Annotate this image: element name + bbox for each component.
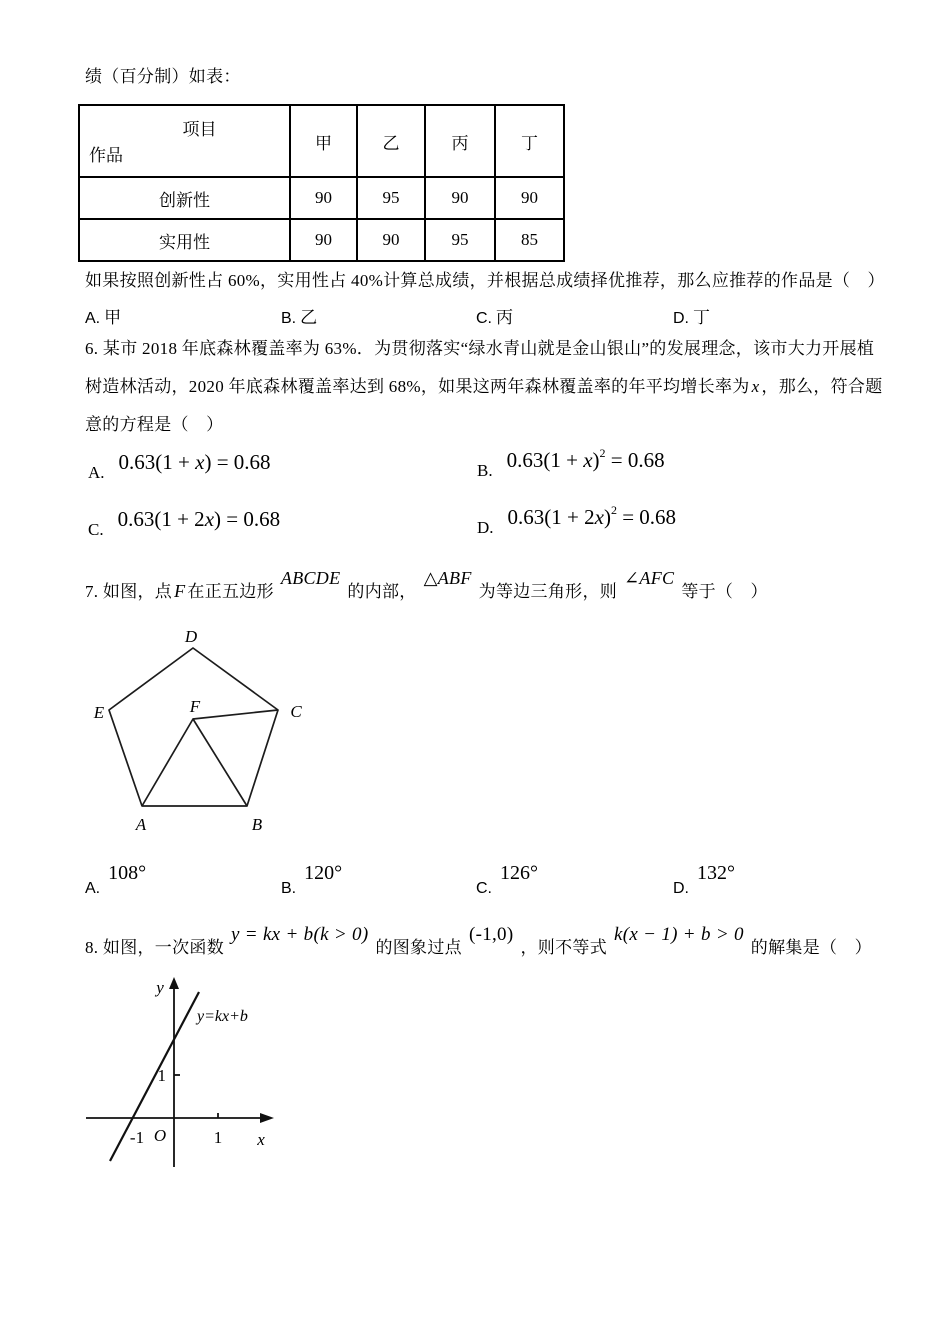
table-corner-cell: [79, 105, 290, 177]
equation: $0.63(1 + x)^2 = 0.68$: [506, 446, 665, 472]
q8-math-point: (-1,0): [468, 924, 514, 945]
vertex-label-f: F: [189, 697, 201, 716]
q7-math-abcde: ABCDE: [280, 568, 341, 588]
cell-value: 90: [495, 177, 564, 219]
vertex-label-a: A: [135, 815, 147, 834]
vertex-label-c: C: [290, 702, 302, 721]
q6-option-d: [477, 505, 676, 538]
option-letter: A.: [88, 463, 105, 482]
vertex-label-e: E: [93, 703, 105, 722]
vertex-label-b: B: [251, 815, 263, 834]
q6-option-b: [477, 448, 665, 481]
col-header-jia: 甲: [290, 105, 357, 177]
q8-seg4: 的解集是（ ）: [750, 938, 872, 957]
q7-seg2: 在正五边形: [187, 582, 274, 601]
option-letter: D.: [477, 518, 494, 537]
option-value: 108°: [108, 862, 147, 884]
intro-line: 绩（百分制）如表：: [85, 67, 241, 86]
q6-line3: 意的方程是（ ）: [85, 415, 224, 434]
col-header-ding: 丁: [495, 105, 564, 177]
option-letter: B.: [281, 880, 297, 897]
q5-option-d: [673, 303, 710, 328]
vertex-label-d: D: [184, 627, 198, 646]
q7-question-text: [85, 568, 768, 601]
y-axis-label: y: [156, 978, 164, 997]
x-axis-arrow: [260, 1113, 274, 1123]
option-letter: A.: [85, 880, 101, 897]
equation: 0.63(1 + 2x) = 0.68: [117, 507, 281, 531]
option-value: 126°: [500, 862, 538, 884]
cell-value: 90: [290, 219, 357, 261]
option-value: 丁: [693, 308, 710, 327]
q6-line1: 6. 某市 2018 年底森林覆盖率为 63%．为贯彻落实“绿水青山就是金山银山”的发展理念，该市大力开展植: [85, 339, 875, 358]
x-pos-tick-label: 1: [213, 1128, 223, 1147]
cell-value: 95: [357, 177, 425, 219]
option-value: 甲: [104, 308, 122, 327]
x-neg-tick-label: -1: [129, 1128, 145, 1147]
q8-math-inequality: k(x − 1) + b > 0: [614, 924, 744, 945]
option-letter: D.: [673, 310, 689, 327]
option-letter: C.: [476, 310, 492, 327]
q8-math-function: y = kx + b(k > 0): [231, 924, 369, 945]
line-graph-figure: [80, 975, 295, 1175]
table-row: [79, 219, 564, 261]
q5-option-c: [476, 303, 513, 328]
q7-option-d: [673, 862, 735, 899]
segment-fc: [193, 710, 278, 719]
q7-option-b: [281, 862, 343, 899]
equation: $0.63(1 + 2x)^2 = 0.68$: [507, 503, 677, 529]
option-value: 乙: [300, 308, 318, 327]
option-letter: B.: [477, 461, 493, 480]
option-value: 120°: [304, 862, 343, 884]
col-header-bing: 丙: [425, 105, 495, 177]
table-row: [79, 177, 564, 219]
corner-label-work: 作品: [89, 146, 123, 165]
option-value: 132°: [697, 862, 735, 884]
y-tick-label: 1: [157, 1066, 166, 1085]
option-letter: C.: [476, 880, 492, 897]
q7-option-c: [476, 862, 538, 899]
q6-question-text: [85, 340, 885, 433]
x-axis-label: x: [257, 1130, 265, 1149]
option-letter: A.: [85, 310, 101, 327]
option-letter: B.: [281, 310, 297, 327]
q7-seg1: 7. 如图，点: [85, 582, 173, 601]
cell-value: 85: [495, 219, 564, 261]
option-letter: C.: [88, 520, 104, 539]
q8-question-text: [85, 924, 872, 957]
cell-value: 90: [290, 177, 357, 219]
q6-line2-tail: ，那么，符合题: [761, 377, 883, 396]
q6-option-a: [88, 450, 271, 483]
score-table: [78, 104, 565, 262]
pentagon-figure: [85, 618, 315, 836]
q7-seg4: 为等边三角形，则: [478, 582, 618, 601]
equation: 0.63(1 + x) = 0.68: [118, 450, 271, 474]
row-label-innovation: 创新性: [79, 177, 290, 219]
cell-value: 90: [357, 219, 425, 261]
q6-option-c: [88, 507, 280, 540]
q5-option-b: [281, 303, 317, 328]
q7-seg3: 的内部，: [347, 582, 417, 601]
row-label-practicality: 实用性: [79, 219, 290, 261]
col-header-yi: 乙: [357, 105, 425, 177]
q7-math-triangle-abf: △ABF: [423, 568, 472, 588]
option-value: 丙: [496, 308, 513, 327]
q6-variable-x: x: [751, 377, 760, 396]
cell-value: 90: [425, 177, 495, 219]
y-axis-arrow: [169, 977, 179, 989]
origin-label: O: [153, 1126, 167, 1145]
q8-seg1: 8. 如图，一次函数: [85, 938, 224, 957]
cell-value: 95: [425, 219, 495, 261]
q8-seg3: ，则不等式: [520, 938, 607, 957]
function-line-label: y=kx+b: [197, 1008, 248, 1025]
q7-math-angle-afc: ∠AFC: [624, 568, 675, 588]
corner-label-project: 项目: [182, 120, 217, 139]
option-letter: D.: [673, 880, 689, 897]
triangle-abf: [142, 719, 247, 806]
q7-point-f: F: [174, 581, 186, 601]
q7-option-a: [85, 862, 147, 899]
score-table-grid: [78, 104, 565, 262]
q6-line2: [85, 378, 885, 395]
q5-option-a: [85, 303, 121, 328]
pentagon-outline: [109, 648, 278, 806]
q5-question-text: 如果按照创新性占 60%，实用性占 40%计算总成绩，并根据总成绩择优推荐，那么应推荐的作品是（ ）: [85, 271, 885, 290]
q7-seg5: 等于（ ）: [681, 582, 768, 601]
q6-line2-text: 树造林活动，2020 年底森林覆盖率达到 68%，如果这两年森林覆盖率的年平均增长率为: [85, 377, 750, 396]
q8-seg2: 的图象过点: [375, 938, 462, 957]
